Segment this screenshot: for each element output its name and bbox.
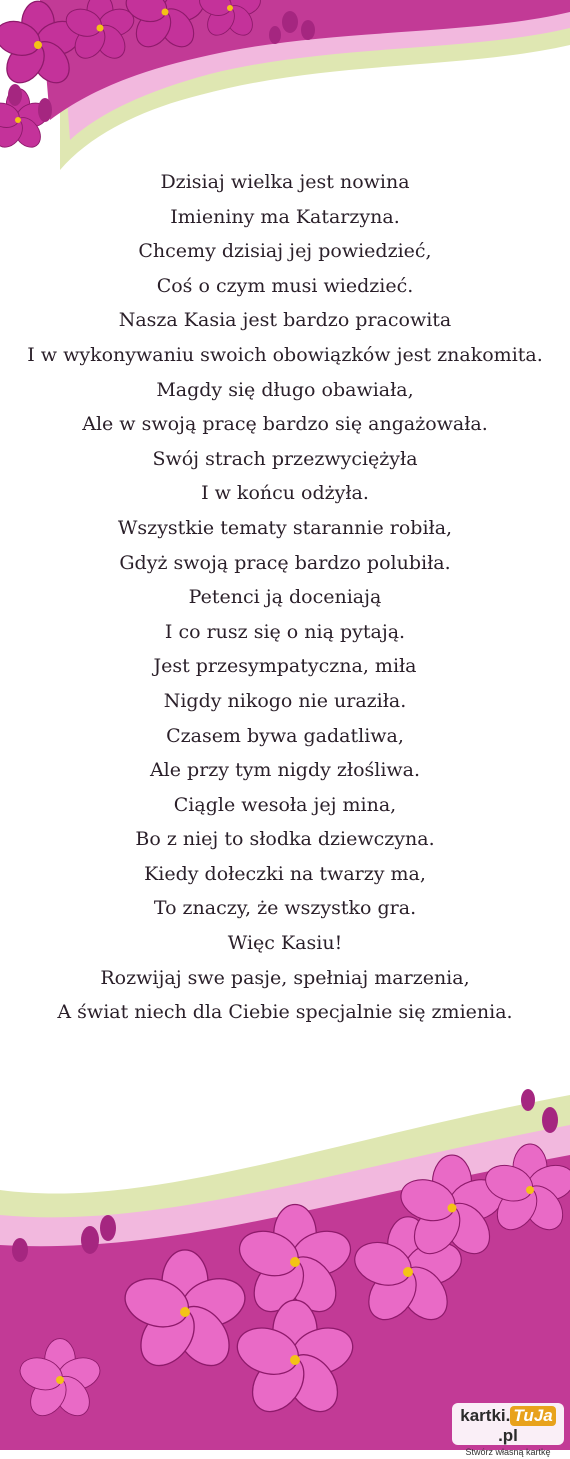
poem-line: Swój strach przezwyciężyła: [152, 447, 418, 470]
logo-part-pl: .pl: [498, 1426, 518, 1445]
poem-line: Ale przy tym nigdy złośliwa.: [149, 759, 421, 782]
poem-line: Dzisiaj wielka jest nowina: [160, 171, 410, 193]
poem: [0, 165, 570, 1030]
lilac-flowers-top-decoration: [0, 0, 570, 175]
poem-line: Czasem bywa gadatliwa,: [166, 724, 404, 747]
poem-line: Wszystkie tematy starannie robiła,: [117, 516, 453, 539]
poem-line: Jest przesympatyczna, miła: [153, 655, 417, 678]
logo-part-tuja: TuJa: [510, 1406, 555, 1426]
poem-line: Ale w swoją pracę bardzo się angażowała.: [82, 413, 488, 436]
poem-line: Bo z niej to słodka dziewczyna.: [135, 828, 435, 851]
lilac-flowers-bottom-decoration: [0, 1080, 570, 1450]
logo-tagline: Stwórz własną kartkę: [465, 1447, 551, 1457]
poem-line: Gdyż swoją pracę bardzo polubiła.: [119, 551, 451, 574]
logo-part-kartki: kartki.: [460, 1406, 511, 1425]
poem-line: Nigdy nikogo nie uraziła.: [163, 689, 407, 712]
poem-line: To znaczy, że wszystko gra.: [153, 897, 417, 920]
kartki-tuja-logo[interactable]: [452, 1403, 564, 1457]
poem-line: Magdy się długo obawiała,: [156, 378, 414, 401]
poem-line: Rozwijaj swe pasje, spełniaj marzenia,: [100, 966, 470, 989]
poem-line: I co rusz się o nią pytają.: [164, 620, 406, 643]
poem-line: Chcemy dzisiaj jej powiedzieć,: [138, 240, 432, 263]
poem-line: Imieniny ma Katarzyna.: [170, 205, 400, 228]
poem-line: Petenci ją doceniają: [188, 586, 382, 609]
poem-line: Nasza Kasia jest bardzo pracowita: [118, 309, 452, 332]
poem-line: Kiedy dołeczki na twarzy ma,: [144, 862, 426, 885]
poem-line: I w wykonywaniu swoich obowiązków jest znakomita.: [27, 343, 543, 366]
poem-line: Więc Kasiu!: [227, 932, 343, 955]
poem-line: Ciągle wesoła jej mina,: [173, 793, 397, 816]
poem-line: I w końcu odżyła.: [201, 482, 369, 505]
logo-wordmark: [452, 1403, 564, 1446]
poem-line: Coś o czym musi wiedzieć.: [156, 274, 414, 297]
poem-line: A świat niech dla Ciebie specjalnie się zmienia.: [57, 1001, 513, 1024]
